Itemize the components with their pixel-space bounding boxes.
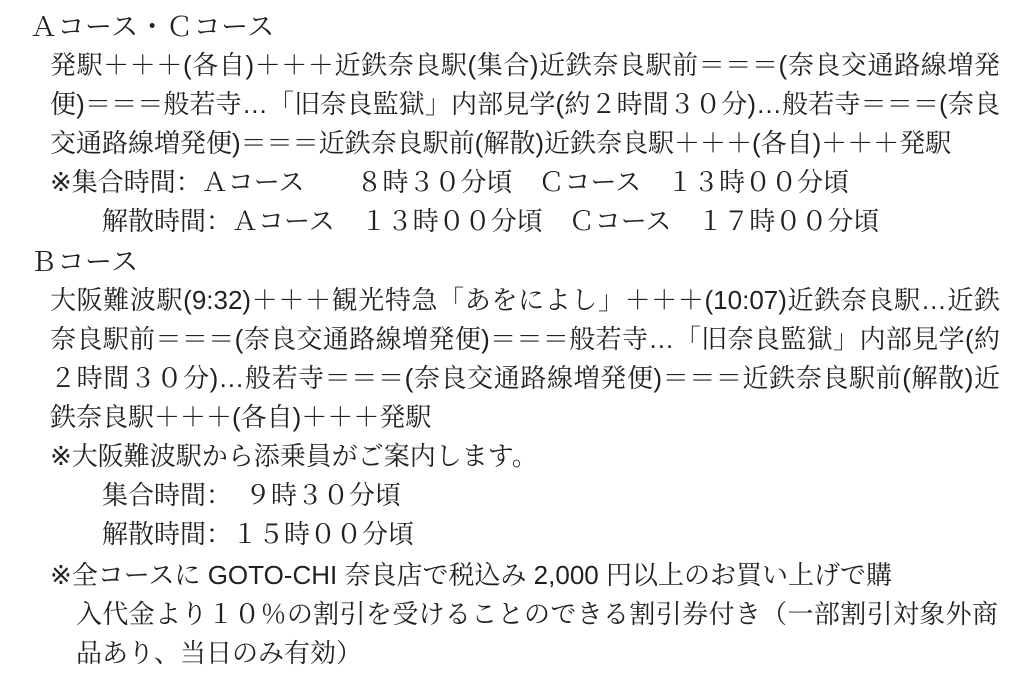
note-meeting-time-ac: ※集合時間：Ａコース ８時３０分頃 Ｃコース １３時００分頃 bbox=[50, 167, 850, 197]
section-heading-course-ac: Ａコース・Ｃコース bbox=[30, 12, 275, 42]
itinerary-course-ac: 発駅＋＋＋(各自)＋＋＋近鉄奈良駅(集合)近鉄奈良駅前＝＝＝(奈良交通路線増発便)＝＝＝般若寺…「旧奈良監獄」内部見学(約２時間３０分)…般若寺＝＝＝(奈良交通路線増発便)＝＝＝近鉄奈良駅前(解散)近鉄奈良駅＋＋＋(各自)＋＋＋発駅 bbox=[50, 50, 1000, 158]
footnote-lead: ※全コースに GOTO-CHI 奈良店で税込み 2,000 円以上のお買い上げで購 bbox=[50, 560, 892, 590]
note-guide-course-b: ※大阪難波駅から添乗員がご案内します。 bbox=[50, 441, 538, 471]
note-dismissal-time-b: 解散時間：１５時００分頃 bbox=[76, 519, 415, 549]
itinerary-course-b: 大阪難波駅(9:32)＋＋＋観光特急「あをによし」＋＋＋(10:07)近鉄奈良駅…近鉄奈良駅前＝＝＝(奈良交通路線増発便)＝＝＝般若寺…「旧奈良監獄」内部見学(約２時間３０分)…般若寺＝＝＝(奈良交通路線増発便)＝＝＝近鉄奈良駅前(解散)近鉄奈良駅＋＋＋(各自)＋＋＋発駅 bbox=[50, 285, 1000, 432]
section-course-b bbox=[16, 243, 1008, 554]
section-course-ac bbox=[16, 8, 1008, 241]
footnote-continuation: 入代金より１０％の割引を受けることのできる割引券付き（一部割引対象外商品あり、当日のみ有効） bbox=[76, 599, 998, 668]
note-dismissal-time-ac: 解散時間：Ａコース １３時００分頃 Ｃコース １７時００分頃 bbox=[76, 206, 880, 236]
section-heading-course-b: Ｂコース bbox=[30, 247, 139, 277]
note-meeting-time-b: 集合時間： ９時３０分頃 bbox=[76, 480, 402, 510]
footnote-discount bbox=[50, 556, 998, 673]
